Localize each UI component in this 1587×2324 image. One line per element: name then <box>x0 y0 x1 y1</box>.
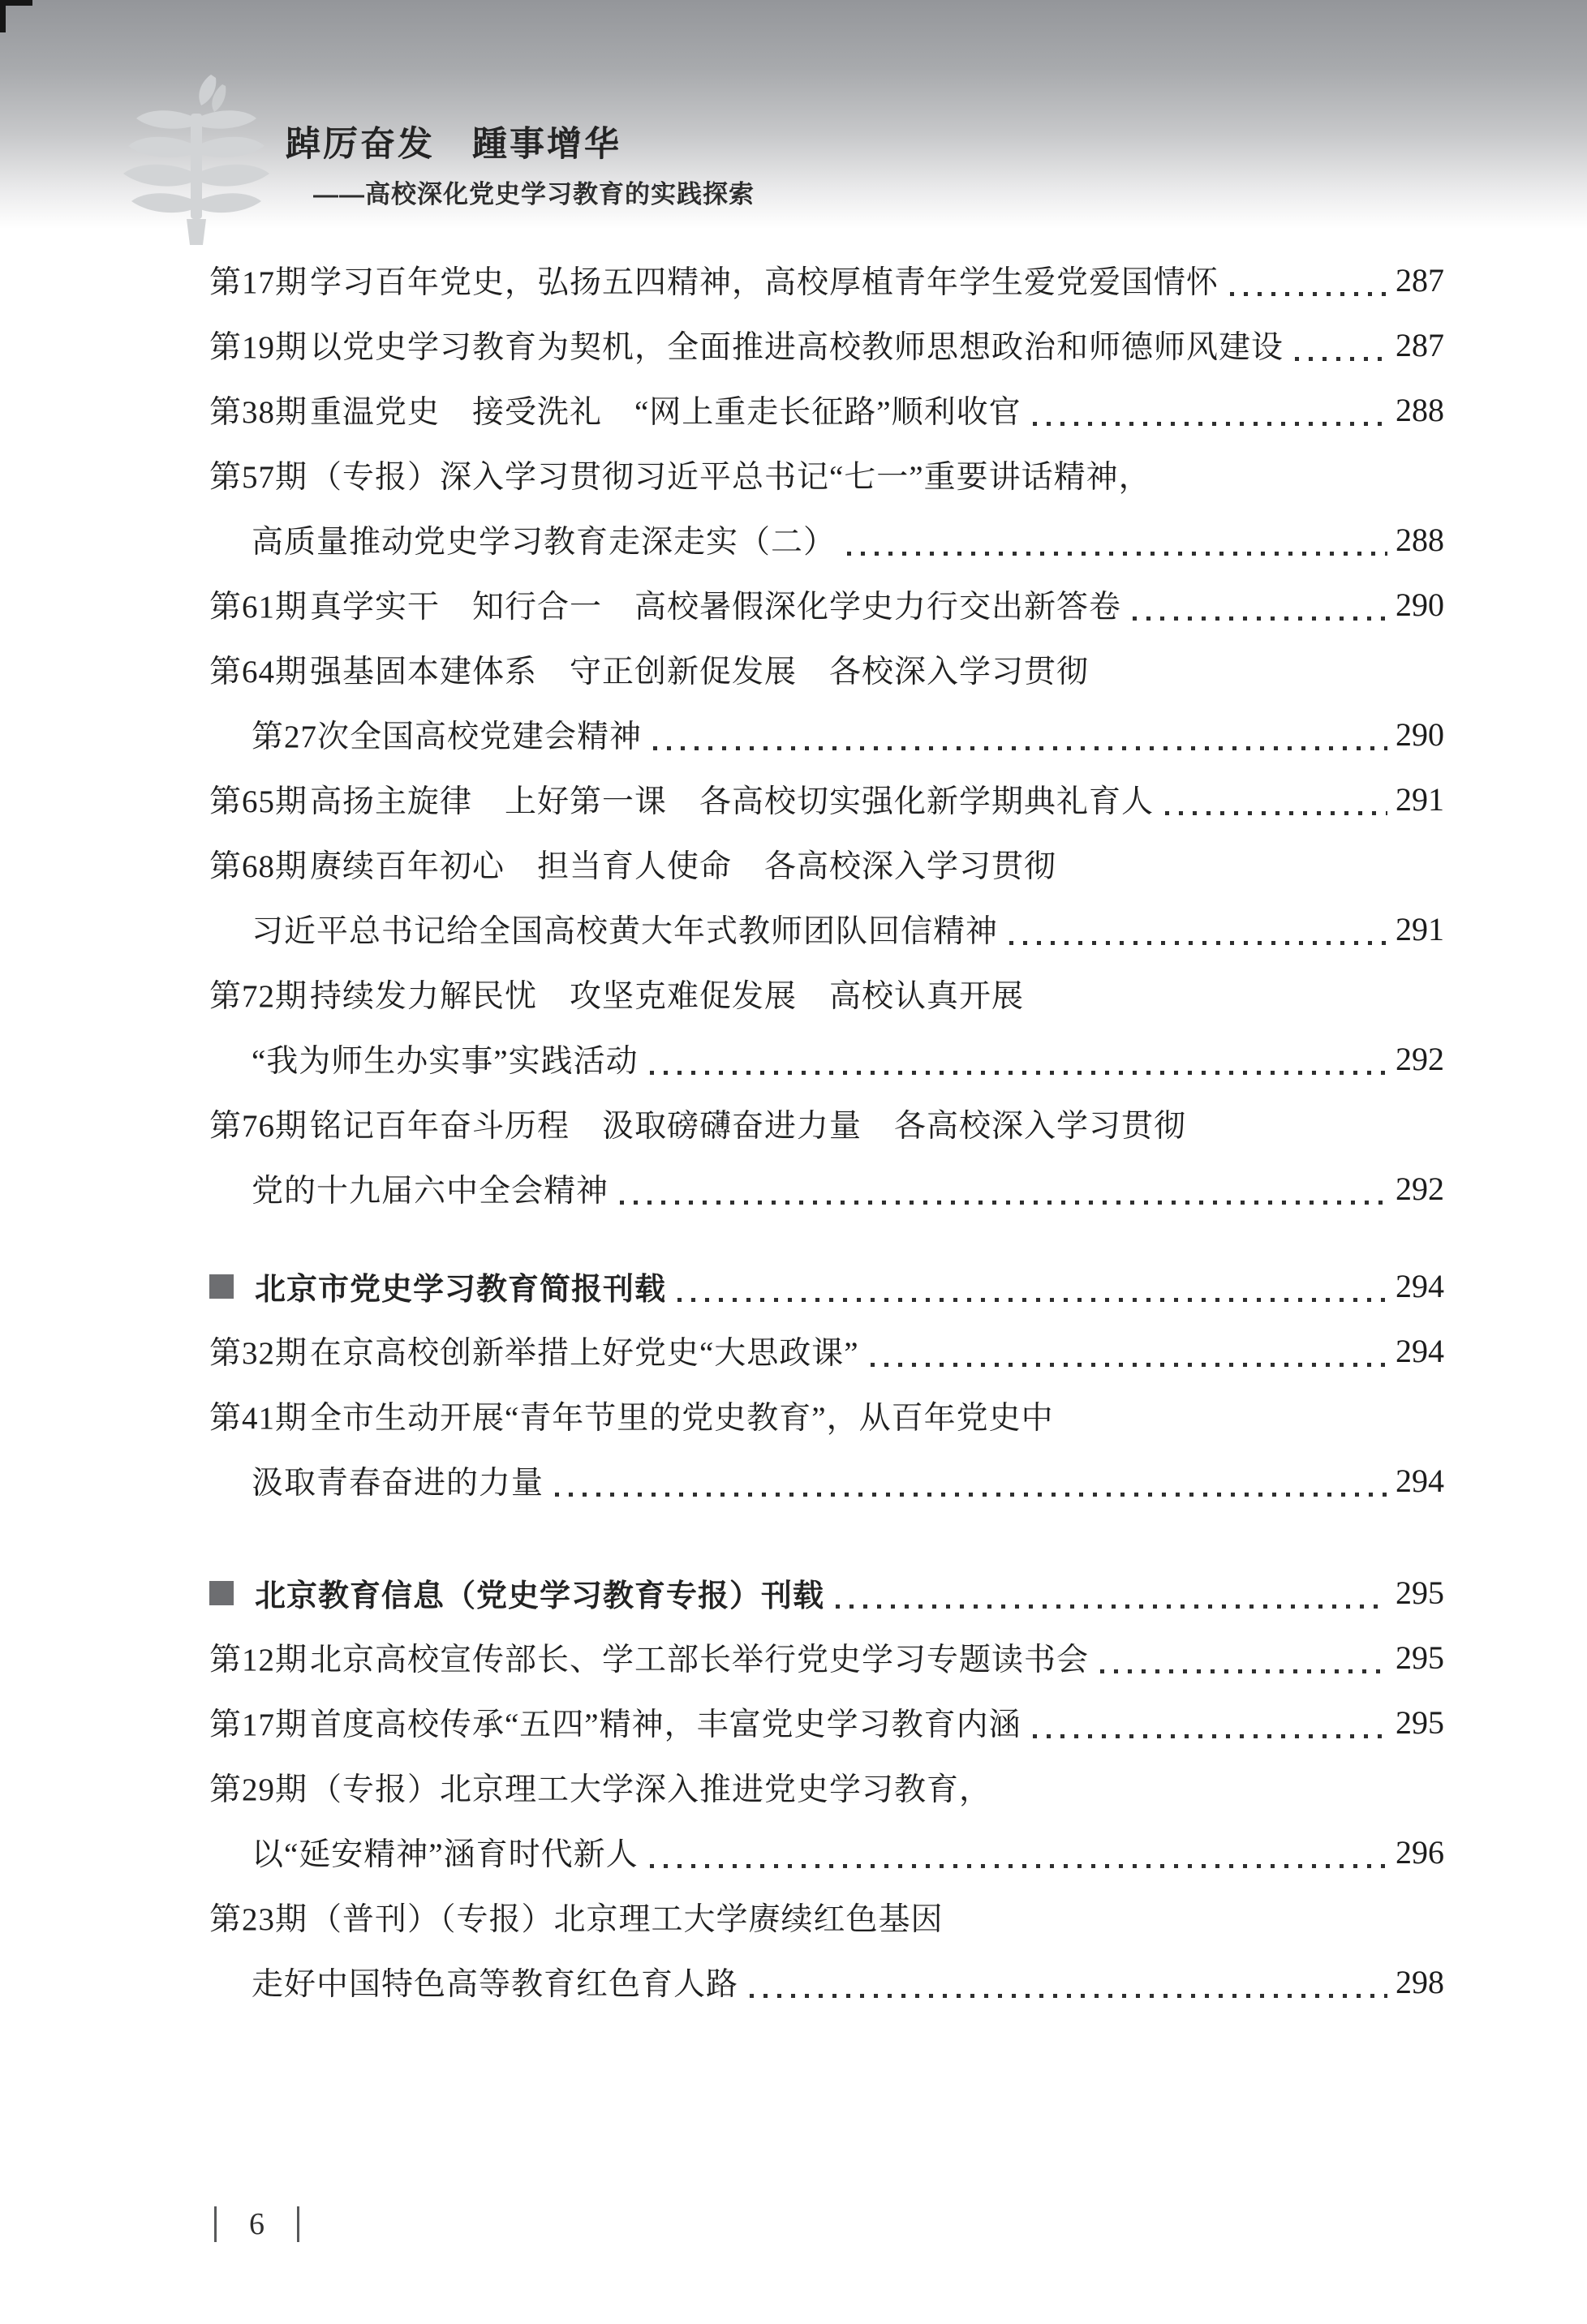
entry-title: 全市生动开展“青年节里的党史教育”，从百年党史中 <box>310 1401 1054 1436</box>
dot-leader <box>650 1071 1387 1075</box>
entry-number: 第19期 <box>209 330 308 365</box>
entry-number: 第76期 <box>209 1109 308 1144</box>
toc-entry <box>209 442 1444 507</box>
entry-title: 以党史学习教育为契机，全面推进高校教师思想政治和师德师风建设 <box>310 330 1284 365</box>
dot-leader <box>871 1363 1387 1367</box>
table-of-contents <box>209 247 1444 2014</box>
entry-number: 第17期 <box>209 1708 308 1742</box>
entry-title: 以“延安精神”涵育时代新人 <box>252 1837 639 1872</box>
entry-number: 第38期 <box>209 395 308 430</box>
entry-title: “我为师生办实事”实践活动 <box>252 1044 639 1079</box>
entry-title: 党的十九届六中全会精神 <box>252 1174 609 1209</box>
page-number: 291 <box>1396 910 1444 947</box>
page-number: 291 <box>1396 780 1444 818</box>
wheat-leaf-logo-icon <box>115 68 277 252</box>
toc-entry <box>209 637 1444 702</box>
dot-leader <box>1033 422 1387 426</box>
dot-leader <box>1033 1734 1387 1738</box>
entry-title: 习近平总书记给全国高校黄大年式教师团队回信精神 <box>252 914 999 949</box>
dot-leader <box>555 1493 1387 1497</box>
page-number: 296 <box>1396 1833 1444 1871</box>
toc-entry <box>209 377 1444 442</box>
toc-entry-continuation <box>209 702 1444 767</box>
entry-title: 高扬主旋律 上好第一课 各高校切实强化新学期典礼育人 <box>310 784 1155 819</box>
entry-number: 第65期 <box>209 784 308 819</box>
section-header <box>209 1560 1444 1625</box>
toc-entry-continuation <box>209 507 1444 572</box>
page-number: 292 <box>1396 1170 1444 1207</box>
entry-title: 首度高校传承“五四”精神，丰富党史学习教育内涵 <box>310 1708 1021 1742</box>
dot-leader <box>1009 941 1387 945</box>
dot-leader <box>677 1298 1387 1302</box>
dot-leader <box>750 1994 1387 1998</box>
page-number: 295 <box>1396 1574 1444 1611</box>
toc-entry <box>209 1690 1444 1755</box>
toc-entry <box>209 767 1444 831</box>
entry-title: 重温党史 接受洗礼 “网上重走长征路”顺利收官 <box>310 395 1021 430</box>
page-number: 294 <box>1396 1462 1444 1499</box>
section-title: 北京教育信息（党史学习教育专报）刊载 <box>255 1579 825 1613</box>
entry-title: 走好中国特色高等教育红色育人路 <box>252 1967 739 2002</box>
page-number: 288 <box>1396 391 1444 428</box>
toc-entry <box>209 247 1444 312</box>
entry-number: 第57期 <box>209 460 308 495</box>
entry-number: 第29期 <box>209 1772 308 1807</box>
toc-entry-continuation <box>209 896 1444 961</box>
entry-title: 铭记百年奋斗历程 汲取磅礴奋进力量 各高校深入学习贯彻 <box>310 1109 1187 1144</box>
page-number: 288 <box>1396 521 1444 558</box>
entry-title: 汲取青春奋进的力量 <box>252 1466 544 1501</box>
section-bullet-icon <box>209 1581 234 1605</box>
entry-number: 第68期 <box>209 849 308 884</box>
toc-entry-continuation <box>209 1819 1444 1884</box>
entry-number: 第41期 <box>209 1401 308 1436</box>
dot-leader <box>1230 292 1387 296</box>
entry-title: （专报）深入学习贯彻习近平总书记“七一”重要讲话精神， <box>310 460 1151 495</box>
entry-title: 持续发力解民忧 攻坚克难促发展 高校认真开展 <box>310 979 1025 1014</box>
section-title: 北京市党史学习教育简报刊载 <box>255 1272 667 1307</box>
page-number: 294 <box>1396 1267 1444 1304</box>
page-number: 294 <box>1396 1332 1444 1369</box>
entry-number: 第72期 <box>209 979 308 1014</box>
page-number: 287 <box>1396 326 1444 363</box>
dot-leader <box>836 1604 1387 1609</box>
entry-title: 高质量推动党史学习教育走深走实（二） <box>252 525 837 560</box>
page-number: 295 <box>1396 1703 1444 1741</box>
dot-leader <box>1133 616 1387 621</box>
dot-leader <box>1165 811 1387 815</box>
toc-entry <box>209 961 1444 1026</box>
section-header <box>209 1253 1444 1318</box>
dot-leader <box>620 1201 1387 1205</box>
dot-leader <box>650 1864 1387 1868</box>
page-number: 298 <box>1396 1963 1444 2000</box>
toc-entry <box>209 1318 1444 1383</box>
footer-bar-left <box>214 2206 217 2242</box>
entry-title: （普刊）（专报）北京理工大学赓续红色基因 <box>310 1902 944 1937</box>
entry-title: 真学实干 知行合一 高校暑假深化学史力行交出新答卷 <box>310 590 1122 625</box>
entry-number: 第61期 <box>209 590 308 625</box>
toc-entry <box>209 1884 1444 1949</box>
page-number: 292 <box>1396 1040 1444 1077</box>
dot-leader <box>1100 1669 1387 1673</box>
toc-entry <box>209 572 1444 637</box>
dot-leader <box>847 552 1387 556</box>
entry-number: 第12期 <box>209 1643 308 1677</box>
toc-entry-continuation <box>209 1949 1444 2014</box>
entry-title: 学习百年党史，弘扬五四精神，高校厚植青年学生爱党爱国情怀 <box>310 265 1219 300</box>
page-footer <box>214 2200 299 2249</box>
footer-bar-right <box>297 2206 299 2242</box>
dot-leader <box>1295 357 1387 361</box>
toc-entry-continuation <box>209 1448 1444 1513</box>
page-number: 290 <box>1396 586 1444 623</box>
section-bullet-icon <box>209 1274 234 1299</box>
entry-number: 第23期 <box>209 1902 308 1937</box>
page-number: 290 <box>1396 715 1444 753</box>
corner-mark <box>0 0 32 32</box>
entry-number: 第32期 <box>209 1336 308 1371</box>
toc-entry <box>209 1625 1444 1690</box>
entry-number: 第64期 <box>209 655 308 689</box>
toc-entry <box>209 1383 1444 1448</box>
toc-entry-continuation <box>209 1156 1444 1221</box>
folio-page-number: 6 <box>249 2207 264 2241</box>
toc-entry-continuation <box>209 1026 1444 1091</box>
page-number: 295 <box>1396 1639 1444 1676</box>
page-number: 287 <box>1396 261 1444 299</box>
dot-leader <box>653 746 1387 750</box>
toc-entry <box>209 1755 1444 1819</box>
toc-entry <box>209 1091 1444 1156</box>
entry-title: 赓续百年初心 担当育人使命 各高校深入学习贯彻 <box>310 849 1057 884</box>
entry-title: 在京高校创新举措上好党史“大思政课” <box>310 1336 859 1371</box>
book-title: 踔厉奋发 踵事增华 <box>286 125 621 164</box>
book-subtitle: ——高校深化党史学习教育的实践探索 <box>313 180 755 208</box>
toc-entry <box>209 312 1444 377</box>
toc-entry <box>209 831 1444 896</box>
entry-title: 北京高校宣传部长、学工部长举行党史学习专题读书会 <box>310 1643 1090 1677</box>
entry-title: 强基固本建体系 守正创新促发展 各校深入学习贯彻 <box>310 655 1090 689</box>
entry-title: （专报）北京理工大学深入推进党史学习教育， <box>310 1772 992 1807</box>
entry-number: 第17期 <box>209 265 308 300</box>
entry-title: 第27次全国高校党建会精神 <box>252 720 643 754</box>
